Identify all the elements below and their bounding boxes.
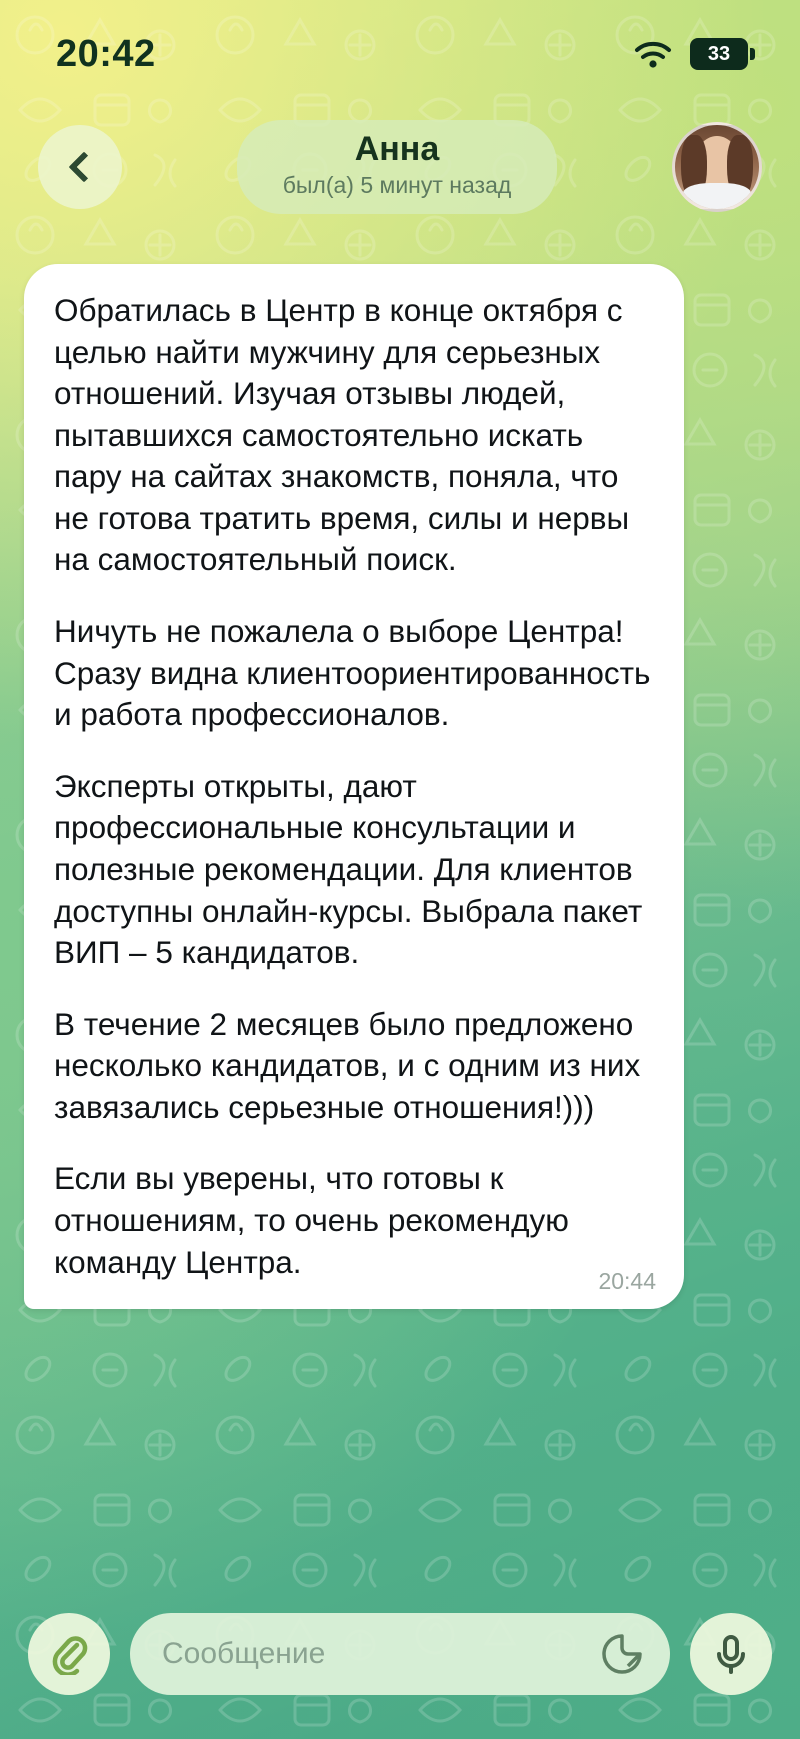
- message-paragraph: Ничуть не пожалела о выборе Центра! Сразу видна клиентоориентированность и работа профессионалов.: [54, 613, 651, 733]
- message-paragraph: Если вы уверены, что готовы к отношениям, то очень рекомендую команду Центра.: [54, 1160, 569, 1280]
- message-timestamp: 20:44: [598, 1268, 656, 1295]
- wifi-icon: [632, 38, 674, 70]
- voice-record-button[interactable]: [690, 1613, 772, 1695]
- status-bar: [0, 0, 800, 108]
- message-paragraph: Эксперты открыты, дают профессиональные консультации и полезные рекомендации. Для клиентов доступны онлайн-курсы. Выбрала пакет ВИП – 5 кандидатов.: [54, 767, 643, 971]
- chat-title-pill[interactable]: [237, 120, 558, 215]
- message-bubble[interactable]: [24, 264, 684, 1309]
- attach-button[interactable]: [28, 1613, 110, 1695]
- message-input[interactable]: [162, 1637, 600, 1671]
- chat-header: [0, 108, 800, 226]
- message-paragraph: Обратилась в Центр в конце октября с целью найти мужчину для серьезных отношений. Изучая отзывы людей, пытавшихся самостоятельно искать пару на сайтах знакомств, поняла, что не готова тратить время, силы и нервы на самостоятельный поиск.: [54, 292, 630, 578]
- message-input-wrapper[interactable]: [130, 1613, 670, 1695]
- status-indicators: [632, 38, 748, 70]
- avatar[interactable]: [672, 122, 762, 212]
- sticker-icon[interactable]: [600, 1632, 644, 1676]
- status-time: 20:42: [56, 32, 156, 75]
- paperclip-icon: [48, 1633, 90, 1675]
- message-composer: [0, 1589, 800, 1739]
- chat-name: Анна: [354, 129, 440, 168]
- message-list: [0, 226, 800, 1589]
- message-paragraph: В течение 2 месяцев было предложено несколько кандидатов, и с одним из них завязались серьезные отношения!))): [54, 1005, 641, 1125]
- back-button[interactable]: [38, 125, 122, 209]
- microphone-icon: [711, 1632, 751, 1676]
- avatar-clothing: [683, 183, 751, 209]
- chat-status: был(а) 5 минут назад: [282, 171, 512, 198]
- chevron-left-icon: [68, 151, 99, 182]
- battery-indicator: 33: [690, 38, 748, 70]
